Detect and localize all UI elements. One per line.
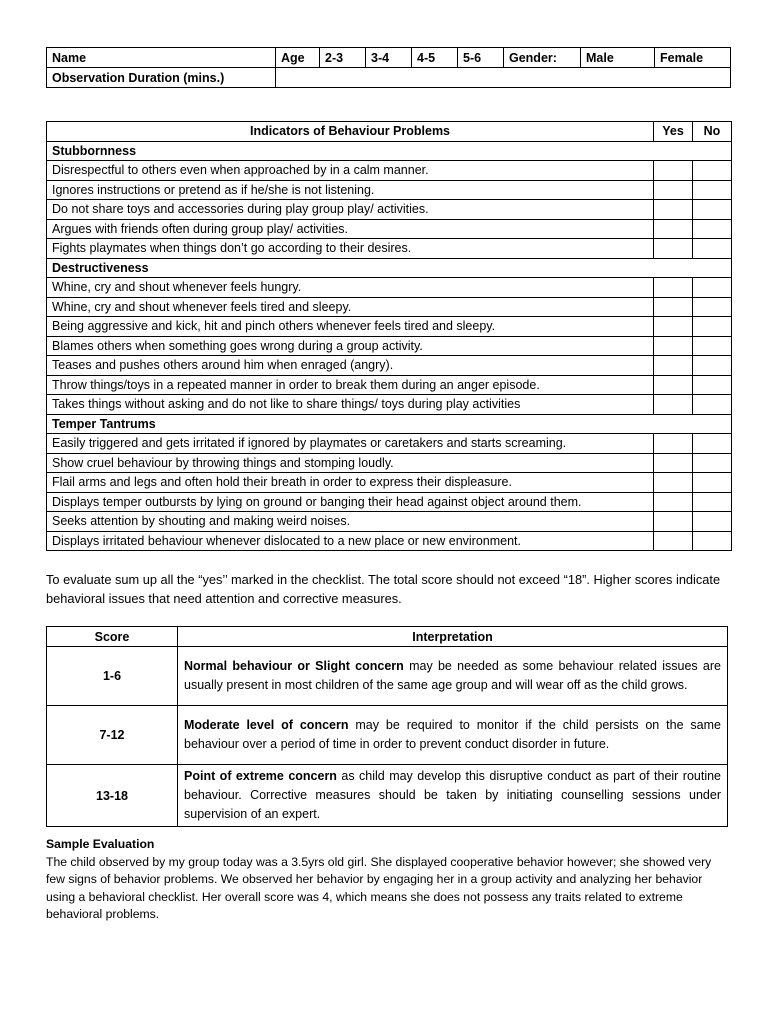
yes-header: Yes <box>654 122 693 142</box>
age-option-3-4[interactable]: 3-4 <box>366 48 412 68</box>
category-label: Destructiveness <box>47 258 732 278</box>
indicator-row <box>47 200 732 220</box>
indicator-text: Being aggressive and kick, hit and pinch others whenever feels tired and sleepy. <box>47 317 654 337</box>
no-checkbox-cell[interactable] <box>693 512 732 532</box>
yes-checkbox-cell[interactable] <box>654 219 693 239</box>
indicator-row <box>47 297 732 317</box>
age-label: Age <box>276 48 320 68</box>
no-checkbox-cell[interactable] <box>693 239 732 259</box>
indicator-text: Seeks attention by shouting and making weird noises. <box>47 512 654 532</box>
indicator-row <box>47 336 732 356</box>
yes-checkbox-cell[interactable] <box>654 473 693 493</box>
gender-label: Gender: <box>504 48 581 68</box>
indicator-text: Whine, cry and shout whenever feels tired and sleepy. <box>47 297 654 317</box>
score-range: 1-6 <box>47 647 178 706</box>
indicator-row <box>47 473 732 493</box>
indicator-text: Ignores instructions or pretend as if he/she is not listening. <box>47 180 654 200</box>
no-checkbox-cell[interactable] <box>693 473 732 493</box>
indicator-text: Whine, cry and shout whenever feels hungry. <box>47 278 654 298</box>
yes-checkbox-cell[interactable] <box>654 200 693 220</box>
interpretation-bold: Moderate level of concern <box>184 718 349 732</box>
scoring-instructions: To evaluate sum up all the “yes’’ marked in the checklist. The total score should not exceed “18”. Higher scores indicate behavioral issues that need attention and corrective measures. <box>46 572 721 606</box>
gender-option-male[interactable]: Male <box>581 48 655 68</box>
score-range: 13-18 <box>47 765 178 827</box>
yes-checkbox-cell[interactable] <box>654 512 693 532</box>
indicator-row <box>47 453 732 473</box>
indicator-text: Displays temper outbursts by lying on ground or banging their head against object around them. <box>47 492 654 512</box>
indicator-text: Easily triggered and gets irritated if ignored by playmates or caretakers and starts screaming. <box>47 434 654 454</box>
indicator-text: Flail arms and legs and often hold their breath in order to express their displeasure. <box>47 473 654 493</box>
no-checkbox-cell[interactable] <box>693 336 732 356</box>
yes-checkbox-cell[interactable] <box>654 278 693 298</box>
interpretation-bold: Point of extreme concern <box>184 769 337 783</box>
no-checkbox-cell[interactable] <box>693 356 732 376</box>
indicator-text: Takes things without asking and do not like to share things/ toys during play activities <box>47 395 654 415</box>
age-option-5-6[interactable]: 5-6 <box>458 48 504 68</box>
indicator-row <box>47 434 732 454</box>
no-checkbox-cell[interactable] <box>693 297 732 317</box>
indicator-text: Throw things/toys in a repeated manner in order to break them during an anger episode. <box>47 375 654 395</box>
indicator-text: Blames others when something goes wrong during a group activity. <box>47 336 654 356</box>
no-checkbox-cell[interactable] <box>693 180 732 200</box>
no-checkbox-cell[interactable] <box>693 531 732 551</box>
no-checkbox-cell[interactable] <box>693 375 732 395</box>
yes-checkbox-cell[interactable] <box>654 317 693 337</box>
category-label: Stubbornness <box>47 141 732 161</box>
no-checkbox-cell[interactable] <box>693 200 732 220</box>
no-checkbox-cell[interactable] <box>693 395 732 415</box>
yes-checkbox-cell[interactable] <box>654 395 693 415</box>
interpretation-header: Interpretation <box>178 627 728 647</box>
indicator-row <box>47 161 732 181</box>
indicator-row <box>47 492 732 512</box>
indicator-row <box>47 531 732 551</box>
no-checkbox-cell[interactable] <box>693 434 732 454</box>
sample-evaluation-text: The child observed by my group today was a 3.5yrs old girl. She displayed cooperative behavior however; she showed very few signs of behavior problems. We observed her behavior by engaging her in a group activity and analyzing her behavior using a behavioral checklist. Her overall score was 4, which means she does not possess any traits related to extreme behavioral problems. <box>46 854 712 921</box>
checklist-body <box>47 141 732 551</box>
checklist-header: Indicators of Behaviour Problems <box>47 122 654 142</box>
indicator-row <box>47 180 732 200</box>
age-option-2-3[interactable]: 2-3 <box>320 48 366 68</box>
checklist-header-row <box>47 122 732 142</box>
indicator-row <box>47 219 732 239</box>
behaviour-checklist-table <box>46 121 732 551</box>
no-checkbox-cell[interactable] <box>693 317 732 337</box>
interpretation-rest: may be required to monitor if the child persists on the same behaviour over a period of time in order to prevent conduct disorder in future. <box>184 718 721 751</box>
score-row <box>47 765 728 827</box>
category-row <box>47 258 732 278</box>
child-info-table <box>46 47 731 88</box>
yes-checkbox-cell[interactable] <box>654 336 693 356</box>
interpretation-text <box>178 647 728 706</box>
score-range: 7-12 <box>47 706 178 765</box>
no-checkbox-cell[interactable] <box>693 219 732 239</box>
indicator-row <box>47 395 732 415</box>
indicator-row <box>47 356 732 376</box>
no-checkbox-cell[interactable] <box>693 492 732 512</box>
interpretation-rest: as child may develop this disruptive conduct as part of their routine behaviour. Corrective measures should be taken by initiating counselling sessions under supervision of an expert. <box>184 769 721 821</box>
info-row-name <box>47 48 731 68</box>
indicator-row <box>47 239 732 259</box>
yes-checkbox-cell[interactable] <box>654 531 693 551</box>
yes-checkbox-cell[interactable] <box>654 375 693 395</box>
score-row <box>47 706 728 765</box>
gender-option-female[interactable]: Female <box>655 48 731 68</box>
indicator-row <box>47 375 732 395</box>
score-header: Score <box>47 627 178 647</box>
sample-evaluation-title: Sample Evaluation <box>46 837 155 851</box>
duration-label: Observation Duration (mins.) <box>47 68 276 88</box>
no-header: No <box>693 122 732 142</box>
score-header-row <box>47 627 728 647</box>
indicator-text: Fights playmates when things don’t go according to their desires. <box>47 239 654 259</box>
indicator-row <box>47 317 732 337</box>
category-row <box>47 141 732 161</box>
score-row <box>47 647 728 706</box>
yes-checkbox-cell[interactable] <box>654 161 693 181</box>
category-row <box>47 414 732 434</box>
yes-checkbox-cell[interactable] <box>654 453 693 473</box>
duration-field[interactable] <box>276 68 731 88</box>
no-checkbox-cell[interactable] <box>693 161 732 181</box>
yes-checkbox-cell[interactable] <box>654 492 693 512</box>
indicator-text: Show cruel behaviour by throwing things and stomping loudly. <box>47 453 654 473</box>
yes-checkbox-cell[interactable] <box>654 180 693 200</box>
indicator-text: Argues with friends often during group play/ activities. <box>47 219 654 239</box>
indicator-row <box>47 278 732 298</box>
indicator-text: Displays irritated behaviour whenever dislocated to a new place or new environment. <box>47 531 654 551</box>
sample-evaluation <box>46 836 714 924</box>
indicator-text: Teases and pushes others around him when enraged (angry). <box>47 356 654 376</box>
interpretation-text <box>178 765 728 827</box>
info-row-duration <box>47 68 731 88</box>
no-checkbox-cell[interactable] <box>693 278 732 298</box>
indicator-text: Do not share toys and accessories during play group play/ activities. <box>47 200 654 220</box>
category-label: Temper Tantrums <box>47 414 732 434</box>
name-label: Name <box>47 48 276 68</box>
yes-checkbox-cell[interactable] <box>654 239 693 259</box>
yes-checkbox-cell[interactable] <box>654 356 693 376</box>
score-interpretation-table <box>46 626 728 827</box>
yes-checkbox-cell[interactable] <box>654 434 693 454</box>
indicator-text: Disrespectful to others even when approached by in a calm manner. <box>47 161 654 181</box>
interpretation-rest: may be needed as some behaviour related issues are usually present in most children of the same age group and will wear off as the child grows. <box>184 659 721 692</box>
indicator-row <box>47 512 732 532</box>
interpretation-bold: Normal behaviour or Slight concern <box>184 659 404 673</box>
age-option-4-5[interactable]: 4-5 <box>412 48 458 68</box>
interpretation-text <box>178 706 728 765</box>
yes-checkbox-cell[interactable] <box>654 297 693 317</box>
no-checkbox-cell[interactable] <box>693 453 732 473</box>
